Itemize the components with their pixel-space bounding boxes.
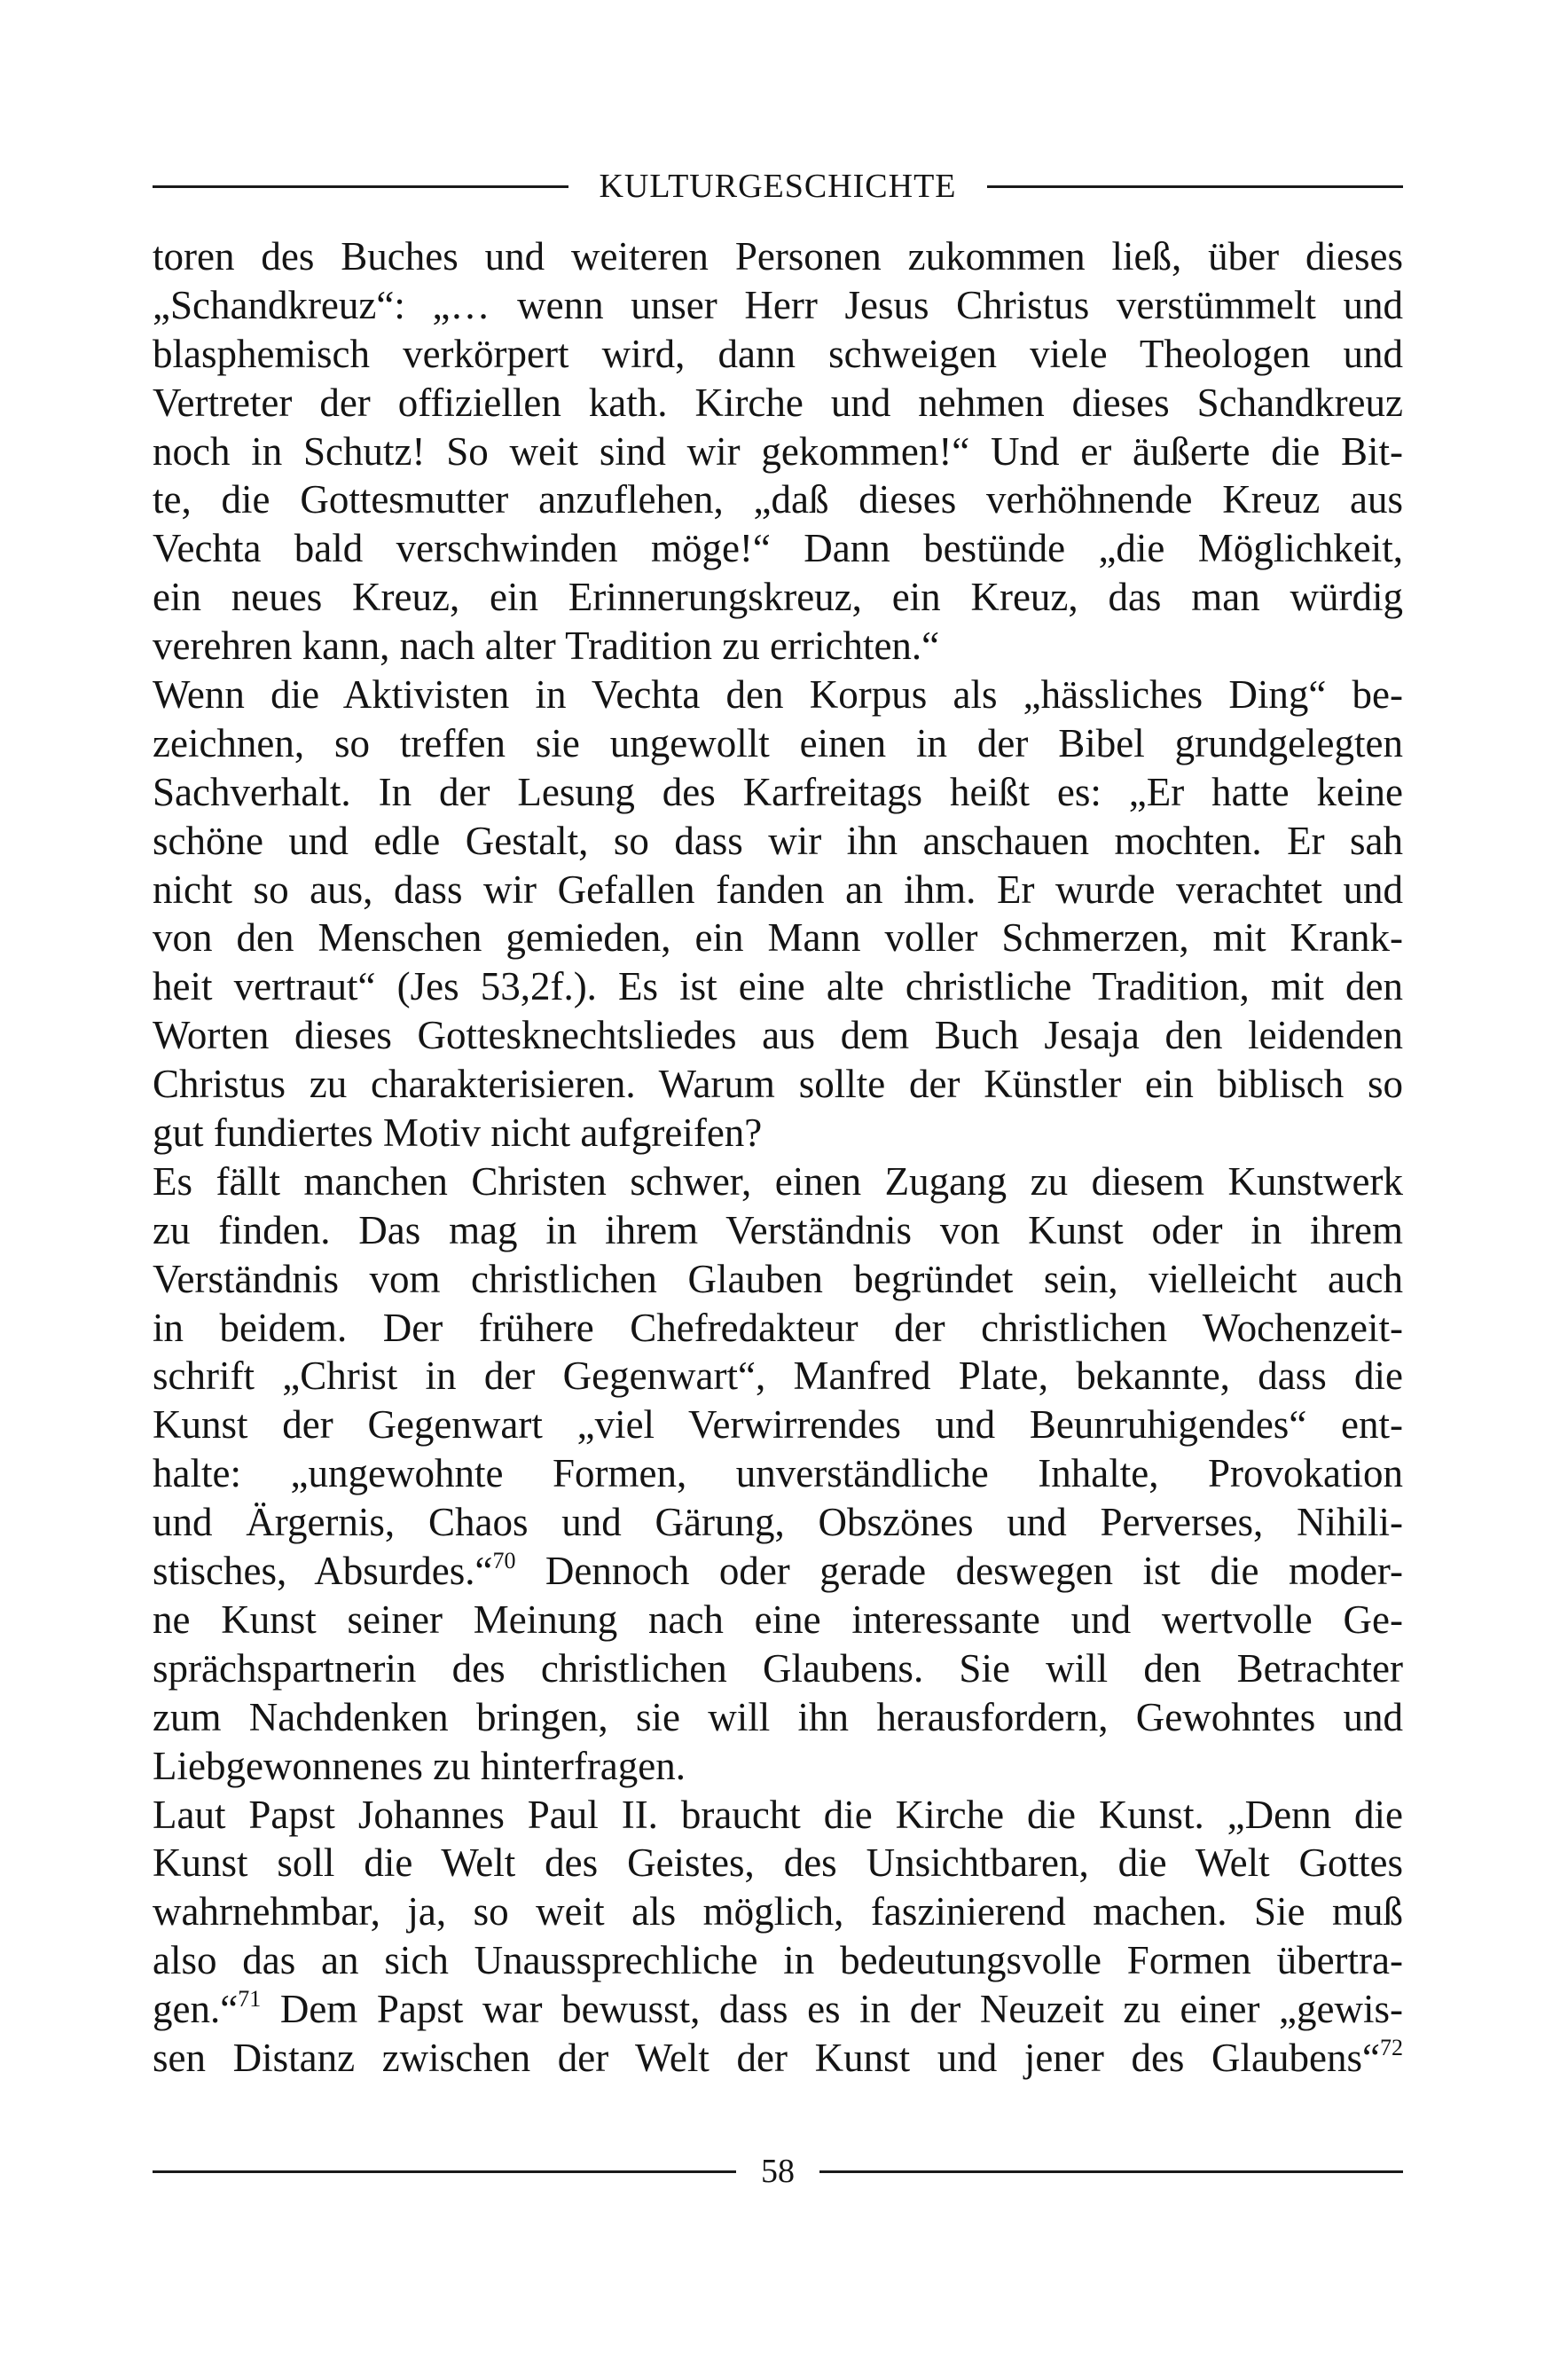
- text-line-with-footnote: [153, 1985, 1403, 2034]
- text-segment: gen.“: [153, 1987, 239, 2032]
- text-line: also das an sich Unaussprechliche in bedeutungsvolle Formen übertra-: [153, 1938, 1403, 1983]
- text-line: toren des Buches und weiteren Personen zukommen ließ, über dieses: [153, 234, 1403, 279]
- footnote-ref-71: 71: [238, 1986, 262, 2013]
- text-line: und Ärgernis, Chaos und Gärung, Obszönes und Perverses, Nihili-: [153, 1500, 1403, 1545]
- text-line: zeichnen, so treffen sie ungewollt einen in der Bibel grundgelegten: [153, 720, 1403, 765]
- text-line: in beidem. Der frühere Chefredakteur der christlichen Wochenzeit-: [153, 1305, 1403, 1350]
- text-line: „Schandkreuz“: „… wenn unser Herr Jesus Christus verstümmelt und: [153, 282, 1403, 327]
- paragraph-3: [153, 1158, 1403, 1791]
- page-number: 58: [761, 2153, 795, 2190]
- running-header: [153, 158, 1403, 215]
- text-segment: stisches, Absurdes.“: [153, 1549, 493, 1594]
- body-text: [153, 232, 1403, 2083]
- text-line: verehren kann, nach alter Tradition zu errichten.“: [153, 624, 940, 669]
- text-line: nicht so aus, dass wir Gefallen fanden an ihm. Er wurde verachtet und: [153, 867, 1403, 912]
- text-line: Worten dieses Gottesknechtsliedes aus dem Buch Jesaja den leidenden: [153, 1013, 1403, 1058]
- text-line: zum Nachdenken bringen, sie will ihn herausfordern, Gewohntes und: [153, 1694, 1403, 1739]
- text-line: Kunst der Gegenwart „viel Verwirrendes und Beunruhigendes“ ent-: [153, 1402, 1403, 1448]
- text-line: Es fällt manchen Christen schwer, einen Zugang zu diesem Kunstwerk: [153, 1158, 1403, 1204]
- paragraph-2: [153, 671, 1403, 1158]
- text-line: schöne und edle Gestalt, so dass wir ihn anschauen mochten. Er sah: [153, 818, 1403, 863]
- text-line: blasphemisch verkörpert wird, dann schweigen viele Theologen und: [153, 331, 1403, 376]
- header-rule-left: [153, 185, 568, 188]
- text-line: Sachverhalt. In der Lesung des Karfreitags heißt es: „Er hatte keine: [153, 769, 1403, 814]
- text-line-with-footnote: [153, 1547, 1403, 1596]
- footnote-ref-72: 72: [1380, 2034, 1403, 2060]
- text-line: noch in Schutz! So weit sind wir gekommen!“ Und er äußerte die Bit-: [153, 428, 1403, 474]
- header-rule-right: [987, 185, 1403, 188]
- footnote-ref-70: 70: [492, 1548, 516, 1574]
- text-line: Christus zu charakterisieren. Warum sollte der Künstler ein biblisch so: [153, 1062, 1403, 1107]
- text-line: Laut Papst Johannes Paul II. braucht die Kirche die Kunst. „Denn die: [153, 1792, 1403, 1837]
- text-line: ne Kunst seiner Meinung nach eine interessante und wertvolle Ge-: [153, 1597, 1403, 1642]
- text-line: Vertreter der offiziellen kath. Kirche und nehmen dieses Schandkreuz: [153, 380, 1403, 425]
- text-line-with-footnote: [153, 2034, 1403, 2083]
- text-segment: Dennoch oder gerade deswegen ist die moder-: [515, 1549, 1403, 1594]
- text-line: Verständnis vom christlichen Glauben begründet sein, vielleicht auch: [153, 1256, 1403, 1301]
- paragraph-1: [153, 232, 1403, 671]
- text-line: zu finden. Das mag in ihrem Verständnis von Kunst oder in ihrem: [153, 1207, 1403, 1252]
- text-segment: Dem Papst war bewusst, dass es in der Neuzeit zu einer „gewis-: [261, 1987, 1403, 2032]
- text-line: Vechta bald verschwinden möge!“ Dann bestünde „die Möglichkeit,: [153, 526, 1403, 571]
- text-line: ein neues Kreuz, ein Erinnerungskreuz, ein Kreuz, das man würdig: [153, 575, 1403, 620]
- text-segment: sen Distanz zwischen der Welt der Kunst und jener des Glaubens“: [153, 2035, 1380, 2080]
- text-line: Wenn die Aktivisten in Vechta den Korpus als „hässliches Ding“ be-: [153, 672, 1403, 718]
- text-line: te, die Gottesmutter anzuflehen, „daß dieses verhöhnende Kreuz aus: [153, 477, 1403, 522]
- text-line: von den Menschen gemieden, ein Mann voller Schmerzen, mit Krank-: [153, 915, 1403, 961]
- paragraph-4: [153, 1791, 1403, 2083]
- text-line: sprächspartnerin des christlichen Glaubens. Sie will den Betrachter: [153, 1645, 1403, 1691]
- text-line: wahrnehmbar, ja, so weit als möglich, faszinierend machen. Sie muß: [153, 1889, 1403, 1934]
- footer-rule-left: [153, 2170, 736, 2173]
- running-head-title: KULTURGESCHICHTE: [599, 168, 957, 205]
- page-footer: [153, 2143, 1403, 2200]
- text-line: gut fundiertes Motiv nicht aufgreifen?: [153, 1110, 763, 1156]
- text-line: heit vertraut“ (Jes 53,2f.). Es ist eine alte christliche Tradition, mit den: [153, 964, 1403, 1009]
- text-line: schrift „Christ in der Gegenwart“, Manfred Plate, bekannte, dass die: [153, 1354, 1403, 1399]
- text-line: Liebgewonnenes zu hinterfragen.: [153, 1743, 686, 1788]
- text-line: halte: „ungewohnte Formen, unverständliche Inhalte, Provokation: [153, 1451, 1403, 1496]
- footer-rule-right: [819, 2170, 1403, 2173]
- text-line: Kunst soll die Welt des Geistes, des Unsichtbaren, die Welt Gottes: [153, 1840, 1403, 1886]
